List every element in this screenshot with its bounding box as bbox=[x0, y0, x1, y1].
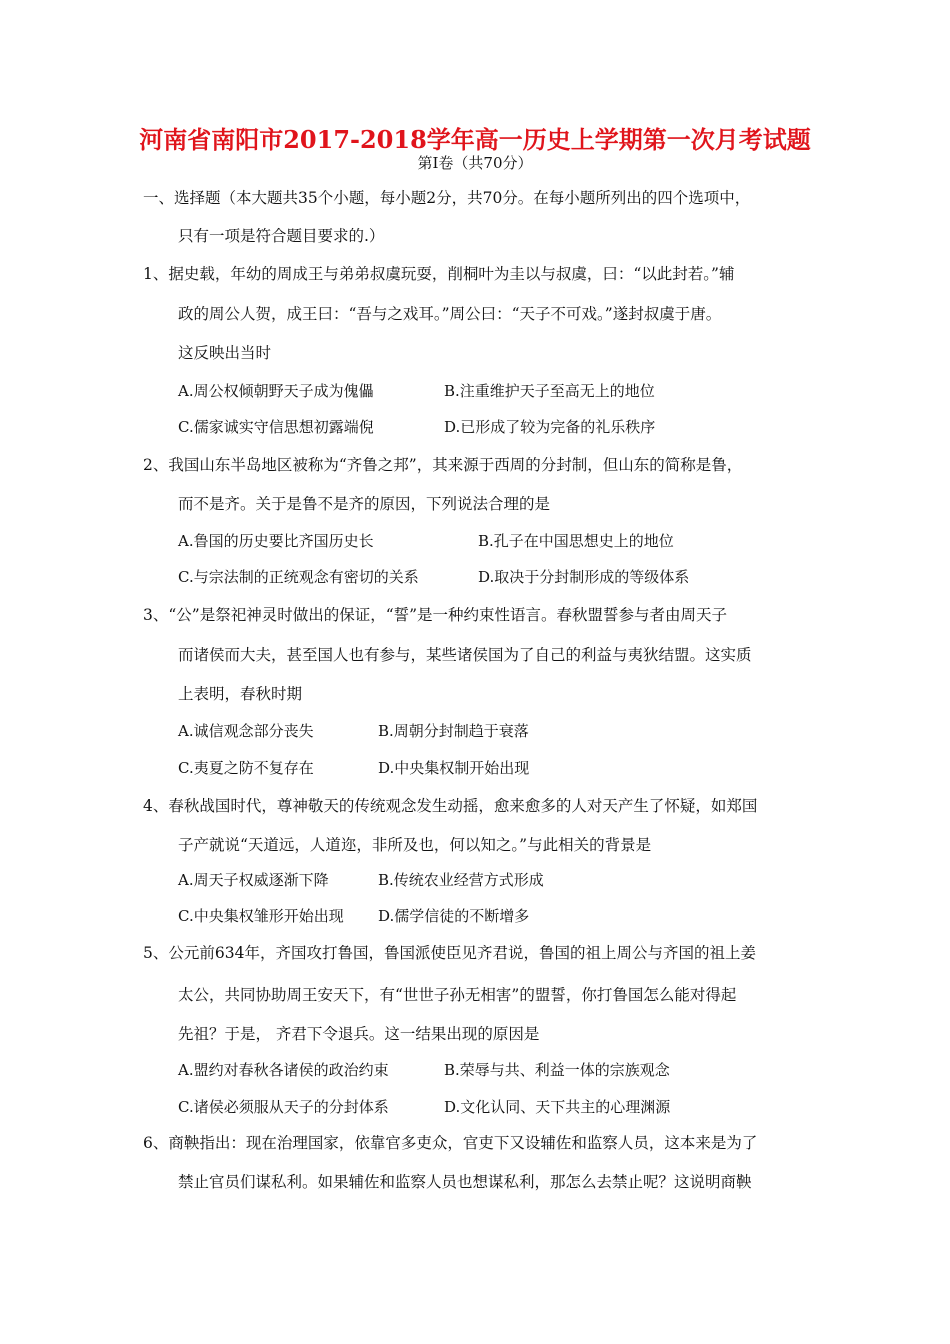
question-1-line-1: 1、据史载，年幼的周成王与弟弟叔虞玩耍，削桐叶为圭以与叔虞，曰：“以此封若。”辅 bbox=[143, 265, 735, 283]
question-2-option-c[interactable]: C.与宗法制的正统观念有密切的关系 bbox=[178, 568, 419, 586]
question-5-option-a[interactable]: A.盟约对春秋各诸侯的政治约束 bbox=[178, 1061, 389, 1079]
exam-subtitle: 第I卷（共70分） bbox=[417, 154, 533, 172]
question-2-option-d[interactable]: D.取决于分封制形成的等级体系 bbox=[478, 568, 690, 586]
question-5-option-d[interactable]: D.文化认同、天下共主的心理渊源 bbox=[444, 1098, 671, 1116]
question-1-option-c[interactable]: C.儒家诚实守信思想初露端倪 bbox=[178, 418, 374, 436]
question-2-line-2: 而不是齐。关于是鲁不是齐的原因，下列说法合理的是 bbox=[178, 495, 551, 513]
question-3-line-2: 而诸侯而大夫，甚至国人也有参与，某些诸侯国为了自己的利益与夷狄结盟。这实质 bbox=[178, 646, 752, 664]
question-4-option-b[interactable]: B.传统农业经营方式形成 bbox=[378, 871, 544, 889]
question-3-line-1: 3、“公”是祭祀神灵时做出的保证，“誓”是一种约束性语言。春秋盟誓参与者由周天子 bbox=[143, 606, 728, 624]
question-3-option-a[interactable]: A.诚信观念部分丧失 bbox=[178, 722, 314, 740]
question-5-option-b[interactable]: B.荣辱与共、利益一体的宗族观念 bbox=[444, 1061, 670, 1079]
question-5-line-2: 太公，共同协助周王安天下，有“世世子孙无相害”的盟誓，你打鲁国怎么能对得起 bbox=[178, 986, 737, 1004]
question-3-line-3: 上表明，春秋时期 bbox=[178, 685, 303, 703]
question-4-line-2: 子产就说“天道远，人道迩，非所及也，何以知之。”与此相关的背景是 bbox=[178, 836, 652, 854]
question-5-line-3: 先祖？于是， 齐君下令退兵。这一结果出现的原因是 bbox=[178, 1025, 540, 1043]
question-1-line-2: 政的周公人贺，成王曰：“吾与之戏耳。”周公曰：“天子不可戏。”遂封叔虞于唐。 bbox=[178, 305, 722, 323]
question-3-option-d[interactable]: D.中央集权制开始出现 bbox=[378, 759, 530, 777]
question-1-option-d[interactable]: D.已形成了较为完备的礼乐秩序 bbox=[444, 418, 656, 436]
question-2-option-b[interactable]: B.孔子在中国思想史上的地位 bbox=[478, 532, 674, 550]
exam-title: 河南省南阳市2017-2018学年高一历史上学期第一次月考试题 bbox=[139, 125, 811, 154]
question-4-option-c[interactable]: C.中央集权雏形开始出现 bbox=[178, 907, 344, 925]
question-4-option-a[interactable]: A.周天子权威逐渐下降 bbox=[178, 871, 329, 889]
question-5-line-1: 5、公元前634年，齐国攻打鲁国，鲁国派使臣见齐君说，鲁国的祖上周公与齐国的祖上姜 bbox=[143, 944, 756, 962]
question-3-option-c[interactable]: C.夷夏之防不复存在 bbox=[178, 759, 314, 777]
section-instruction-line-2: 只有一项是符合题目要求的.） bbox=[178, 227, 385, 245]
question-1-option-a[interactable]: A.周公权倾朝野天子成为傀儡 bbox=[178, 382, 374, 400]
question-2-option-a[interactable]: A.鲁国的历史要比齐国历史长 bbox=[178, 532, 374, 550]
question-5-option-c[interactable]: C.诸侯必须服从天子的分封体系 bbox=[178, 1098, 389, 1116]
question-6-line-2: 禁止官员们谋私利。如果辅佐和监察人员也想谋私利，那怎么去禁止呢？这说明商鞅 bbox=[178, 1173, 752, 1191]
question-3-option-b[interactable]: B.周朝分封制趋于衰落 bbox=[378, 722, 529, 740]
section-instruction-line-1: 一、选择题（本大题共35个小题，每小题2分，共70分。在每小题所列出的四个选项中， bbox=[143, 189, 751, 207]
question-1-option-b[interactable]: B.注重维护天子至高无上的地位 bbox=[444, 382, 655, 400]
question-4-option-d[interactable]: D.儒学信徒的不断增多 bbox=[378, 907, 530, 925]
question-2-line-1: 2、我国山东半岛地区被称为“齐鲁之邦”，其来源于西周的分封制，但山东的简称是鲁， bbox=[143, 456, 743, 474]
question-1-line-3: 这反映出当时 bbox=[178, 344, 272, 362]
question-4-line-1: 4、春秋战国时代，尊神敬天的传统观念发生动摇，愈来愈多的人对天产生了怀疑，如郑国 bbox=[143, 797, 758, 815]
question-6-line-1: 6、商鞅指出：现在治理国家，依靠官多吏众，官吏下又设辅佐和监察人员，这本来是为了 bbox=[143, 1134, 758, 1152]
